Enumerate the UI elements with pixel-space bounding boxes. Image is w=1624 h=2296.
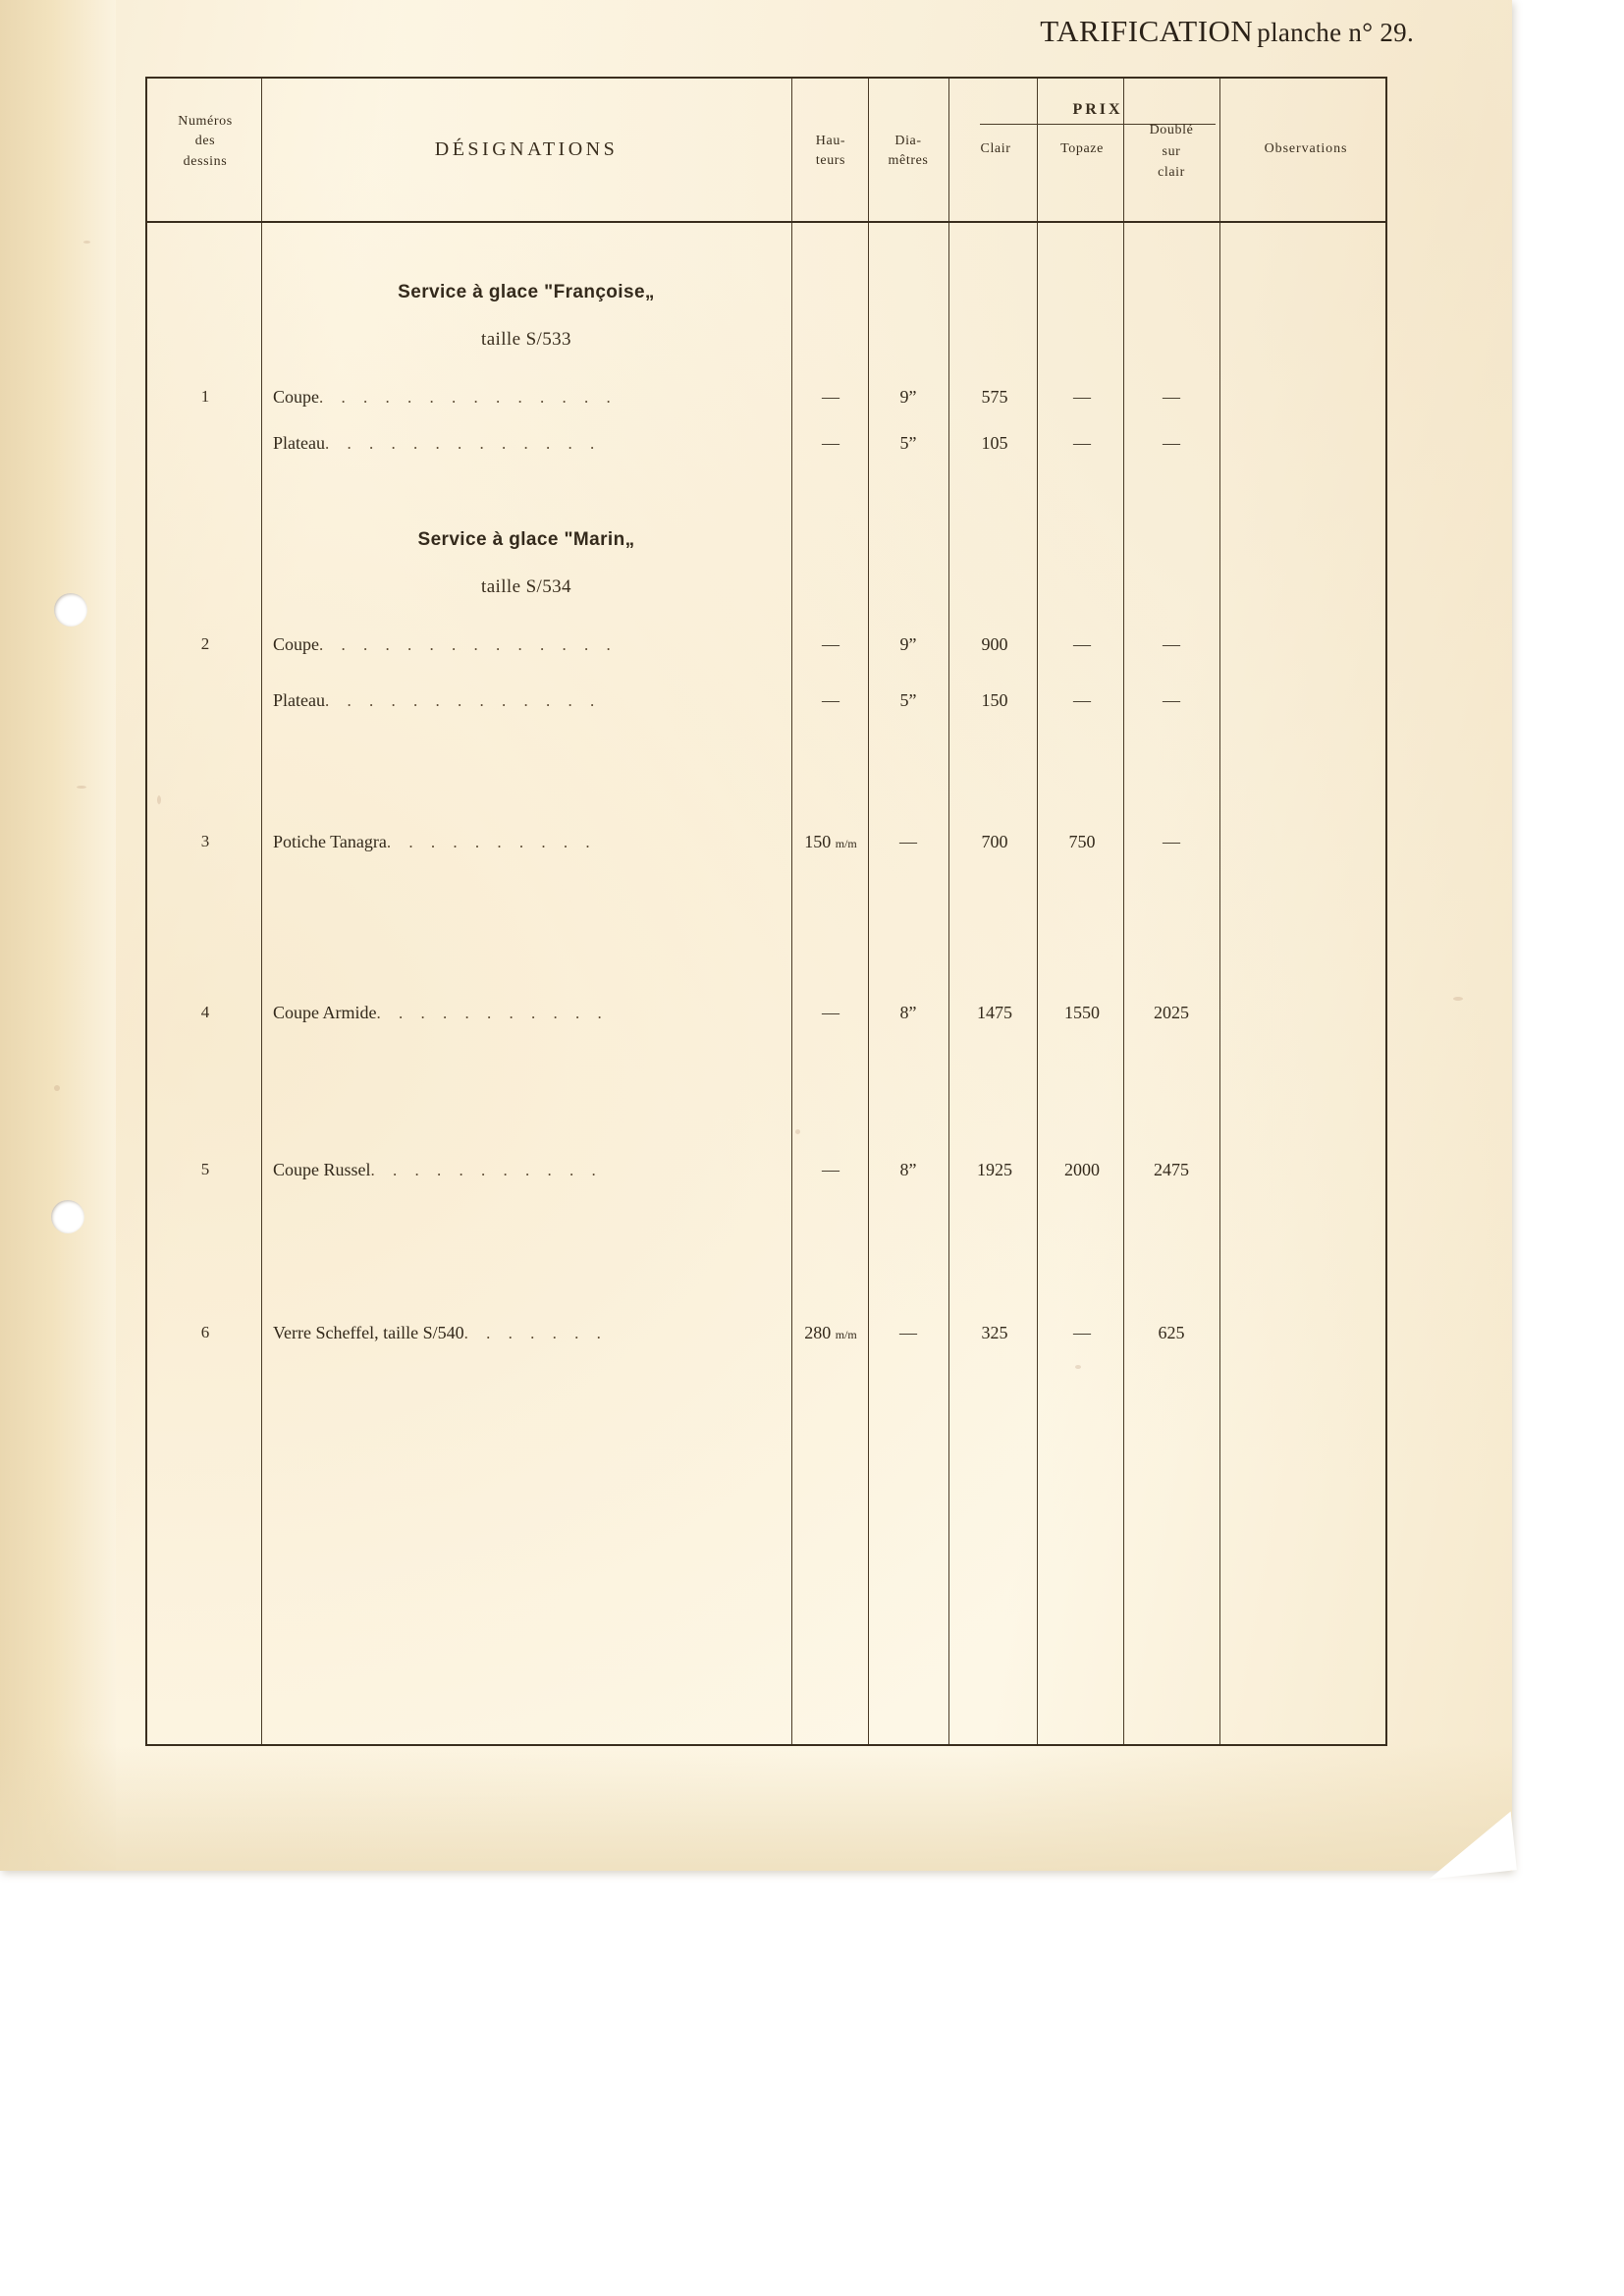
table-row (147, 690, 1385, 720)
group-title: Service à glace "Marin„ (417, 529, 635, 550)
cell-prix-double: — (1163, 634, 1180, 654)
column-header-double-line2: sur (1162, 143, 1181, 159)
cell-hauteur: — (822, 634, 839, 654)
cell-diametre: 5” (899, 690, 917, 710)
cell-prix-topaze: — (1073, 1323, 1091, 1342)
table-row (147, 387, 1385, 416)
paper-speck (83, 241, 90, 244)
cell-prix-clair: 150 (981, 690, 1008, 710)
column-header-diametres-line1: Dia- (894, 134, 922, 148)
cell-designation-label: Coupe Armide (273, 1003, 377, 1022)
binder-punch-hole (51, 1200, 84, 1233)
cell-prix-clair: 325 (981, 1323, 1008, 1342)
cell-numero: 6 (200, 1323, 210, 1341)
cell-diametre: — (899, 1323, 917, 1342)
column-header-double-line3: clair (1158, 165, 1185, 181)
column-header-hauteurs-line1: Hau- (815, 134, 846, 148)
cell-hauteur (793, 1323, 868, 1343)
cell-numero: 2 (200, 634, 210, 653)
cell-designation-label: Coupe Russel (273, 1160, 371, 1179)
column-header-hauteurs (795, 132, 866, 172)
cell-hauteur: — (822, 1003, 839, 1022)
cell-designation (273, 1003, 784, 1023)
cell-diametre: 5” (899, 433, 917, 453)
cell-designation-label: Coupe (273, 634, 319, 654)
binder-punch-hole (54, 593, 87, 627)
tariff-table (145, 77, 1387, 1746)
cell-prix-topaze: 2000 (1064, 1160, 1100, 1179)
paper-speck (77, 786, 86, 789)
cell-numero: 4 (200, 1003, 210, 1021)
cell-designation-label: Verre Scheffel, taille S/540 (273, 1323, 464, 1342)
leader-dots: . . . . . . . . . . . . . (324, 434, 602, 453)
column-header-numeros-line2: des (194, 134, 216, 149)
table-row (147, 832, 1385, 861)
cell-prix-topaze: 1550 (1064, 1003, 1100, 1022)
cell-prix-topaze: — (1073, 433, 1091, 453)
cell-prix-double: — (1163, 690, 1180, 710)
paper-speck (1453, 997, 1463, 1001)
cell-prix-double: 2025 (1154, 1003, 1189, 1022)
cell-designation (273, 1323, 784, 1343)
cell-prix-topaze: — (1073, 690, 1091, 710)
cell-prix-clair: 700 (981, 832, 1008, 851)
page-title-text: TARIFICATION (1040, 14, 1254, 48)
cell-numero: 5 (200, 1160, 210, 1178)
cell-prix-double: 625 (1158, 1323, 1185, 1342)
page-corner-fold (1423, 1811, 1517, 1879)
plate-number: planche n° 29. (1257, 18, 1414, 47)
cell-designation (273, 433, 784, 454)
cell-hauteur: — (822, 387, 839, 407)
group-subtitle: taille S/533 (481, 329, 571, 350)
table-row (147, 1003, 1385, 1032)
cell-hauteur: — (822, 690, 839, 710)
column-header-double-sur-clair (1125, 120, 1218, 184)
cell-designation (273, 690, 784, 711)
cell-numero: 3 (200, 832, 210, 850)
column-header-numeros (151, 112, 259, 172)
cell-prix-clair: 1925 (977, 1160, 1012, 1179)
cell-hauteur-value: 150 (804, 832, 832, 851)
cell-numero: 1 (200, 387, 210, 406)
cell-prix-double: — (1163, 387, 1180, 407)
cell-designation-label: Plateau (273, 690, 325, 710)
cell-prix-double: — (1163, 832, 1180, 851)
column-header-observations: Observations (1264, 141, 1348, 156)
cell-diametre: 8” (899, 1160, 917, 1179)
table-row (147, 1323, 1385, 1352)
cell-prix-double: — (1163, 433, 1180, 453)
cell-hauteur-value: 280 (804, 1323, 832, 1342)
column-header-designations: DÉSIGNATIONS (434, 138, 619, 160)
cell-designation (273, 634, 784, 655)
cell-prix-clair: 575 (981, 387, 1008, 407)
group-title: Service à glace "Françoise„ (398, 282, 655, 302)
table-row (147, 433, 1385, 463)
cell-hauteur-unit: m/m (835, 837, 857, 850)
cell-designation-label: Coupe (273, 387, 319, 407)
column-header-hauteurs-line2: teurs (815, 153, 846, 169)
column-header-diametres (870, 132, 947, 172)
cell-prix-topaze: 750 (1068, 832, 1096, 851)
cell-prix-topaze: — (1073, 634, 1091, 654)
table-row (147, 634, 1385, 664)
leader-dots: . . . . . . . . . . . (370, 1161, 603, 1179)
cell-prix-topaze: — (1073, 387, 1091, 407)
cell-hauteur (793, 832, 868, 852)
column-header-clair: Clair (980, 141, 1011, 156)
column-header-numeros-line1: Numéros (178, 114, 233, 129)
leader-dots: . . . . . . . . . . (386, 833, 597, 851)
group-subtitle: taille S/534 (481, 576, 571, 597)
cell-hauteur: — (822, 433, 839, 453)
page-edge-shadow (0, 0, 116, 1871)
cell-diametre: — (899, 832, 917, 851)
cell-designation (273, 1160, 784, 1180)
cell-diametre: 8” (899, 1003, 917, 1022)
page-bottom-shadow (0, 1743, 1512, 1871)
column-header-double-line1: Doublé (1149, 123, 1194, 137)
column-header-prix: PRIX (1072, 101, 1123, 118)
cell-prix-clair: 105 (981, 433, 1008, 453)
column-header-topaze: Topaze (1060, 141, 1104, 156)
leader-dots: . . . . . . . . . . . . . . (319, 388, 618, 407)
cell-designation-label: Potiche Tanagra (273, 832, 387, 851)
column-header-diametres-line2: mêtres (888, 153, 929, 169)
cell-designation-label: Plateau (273, 433, 325, 453)
leader-dots: . . . . . . . (463, 1324, 608, 1342)
page-title (903, 14, 1414, 49)
column-header-numeros-line3: dessins (183, 153, 228, 169)
cell-diametre: 9” (899, 634, 917, 654)
cell-prix-double: 2475 (1154, 1160, 1189, 1179)
table-body (147, 223, 1385, 1742)
leader-dots: . . . . . . . . . . . . . (324, 691, 602, 710)
cell-prix-clair: 900 (981, 634, 1008, 654)
cell-designation (273, 832, 784, 852)
cell-prix-clair: 1475 (977, 1003, 1012, 1022)
leader-dots: . . . . . . . . . . . . . . (319, 635, 618, 654)
leader-dots: . . . . . . . . . . . (376, 1004, 609, 1022)
cell-hauteur-unit: m/m (835, 1328, 857, 1341)
paper-speck (54, 1085, 60, 1091)
cell-diametre: 9” (899, 387, 917, 407)
cell-designation (273, 387, 784, 408)
cell-hauteur: — (822, 1160, 839, 1179)
table-row (147, 1160, 1385, 1189)
